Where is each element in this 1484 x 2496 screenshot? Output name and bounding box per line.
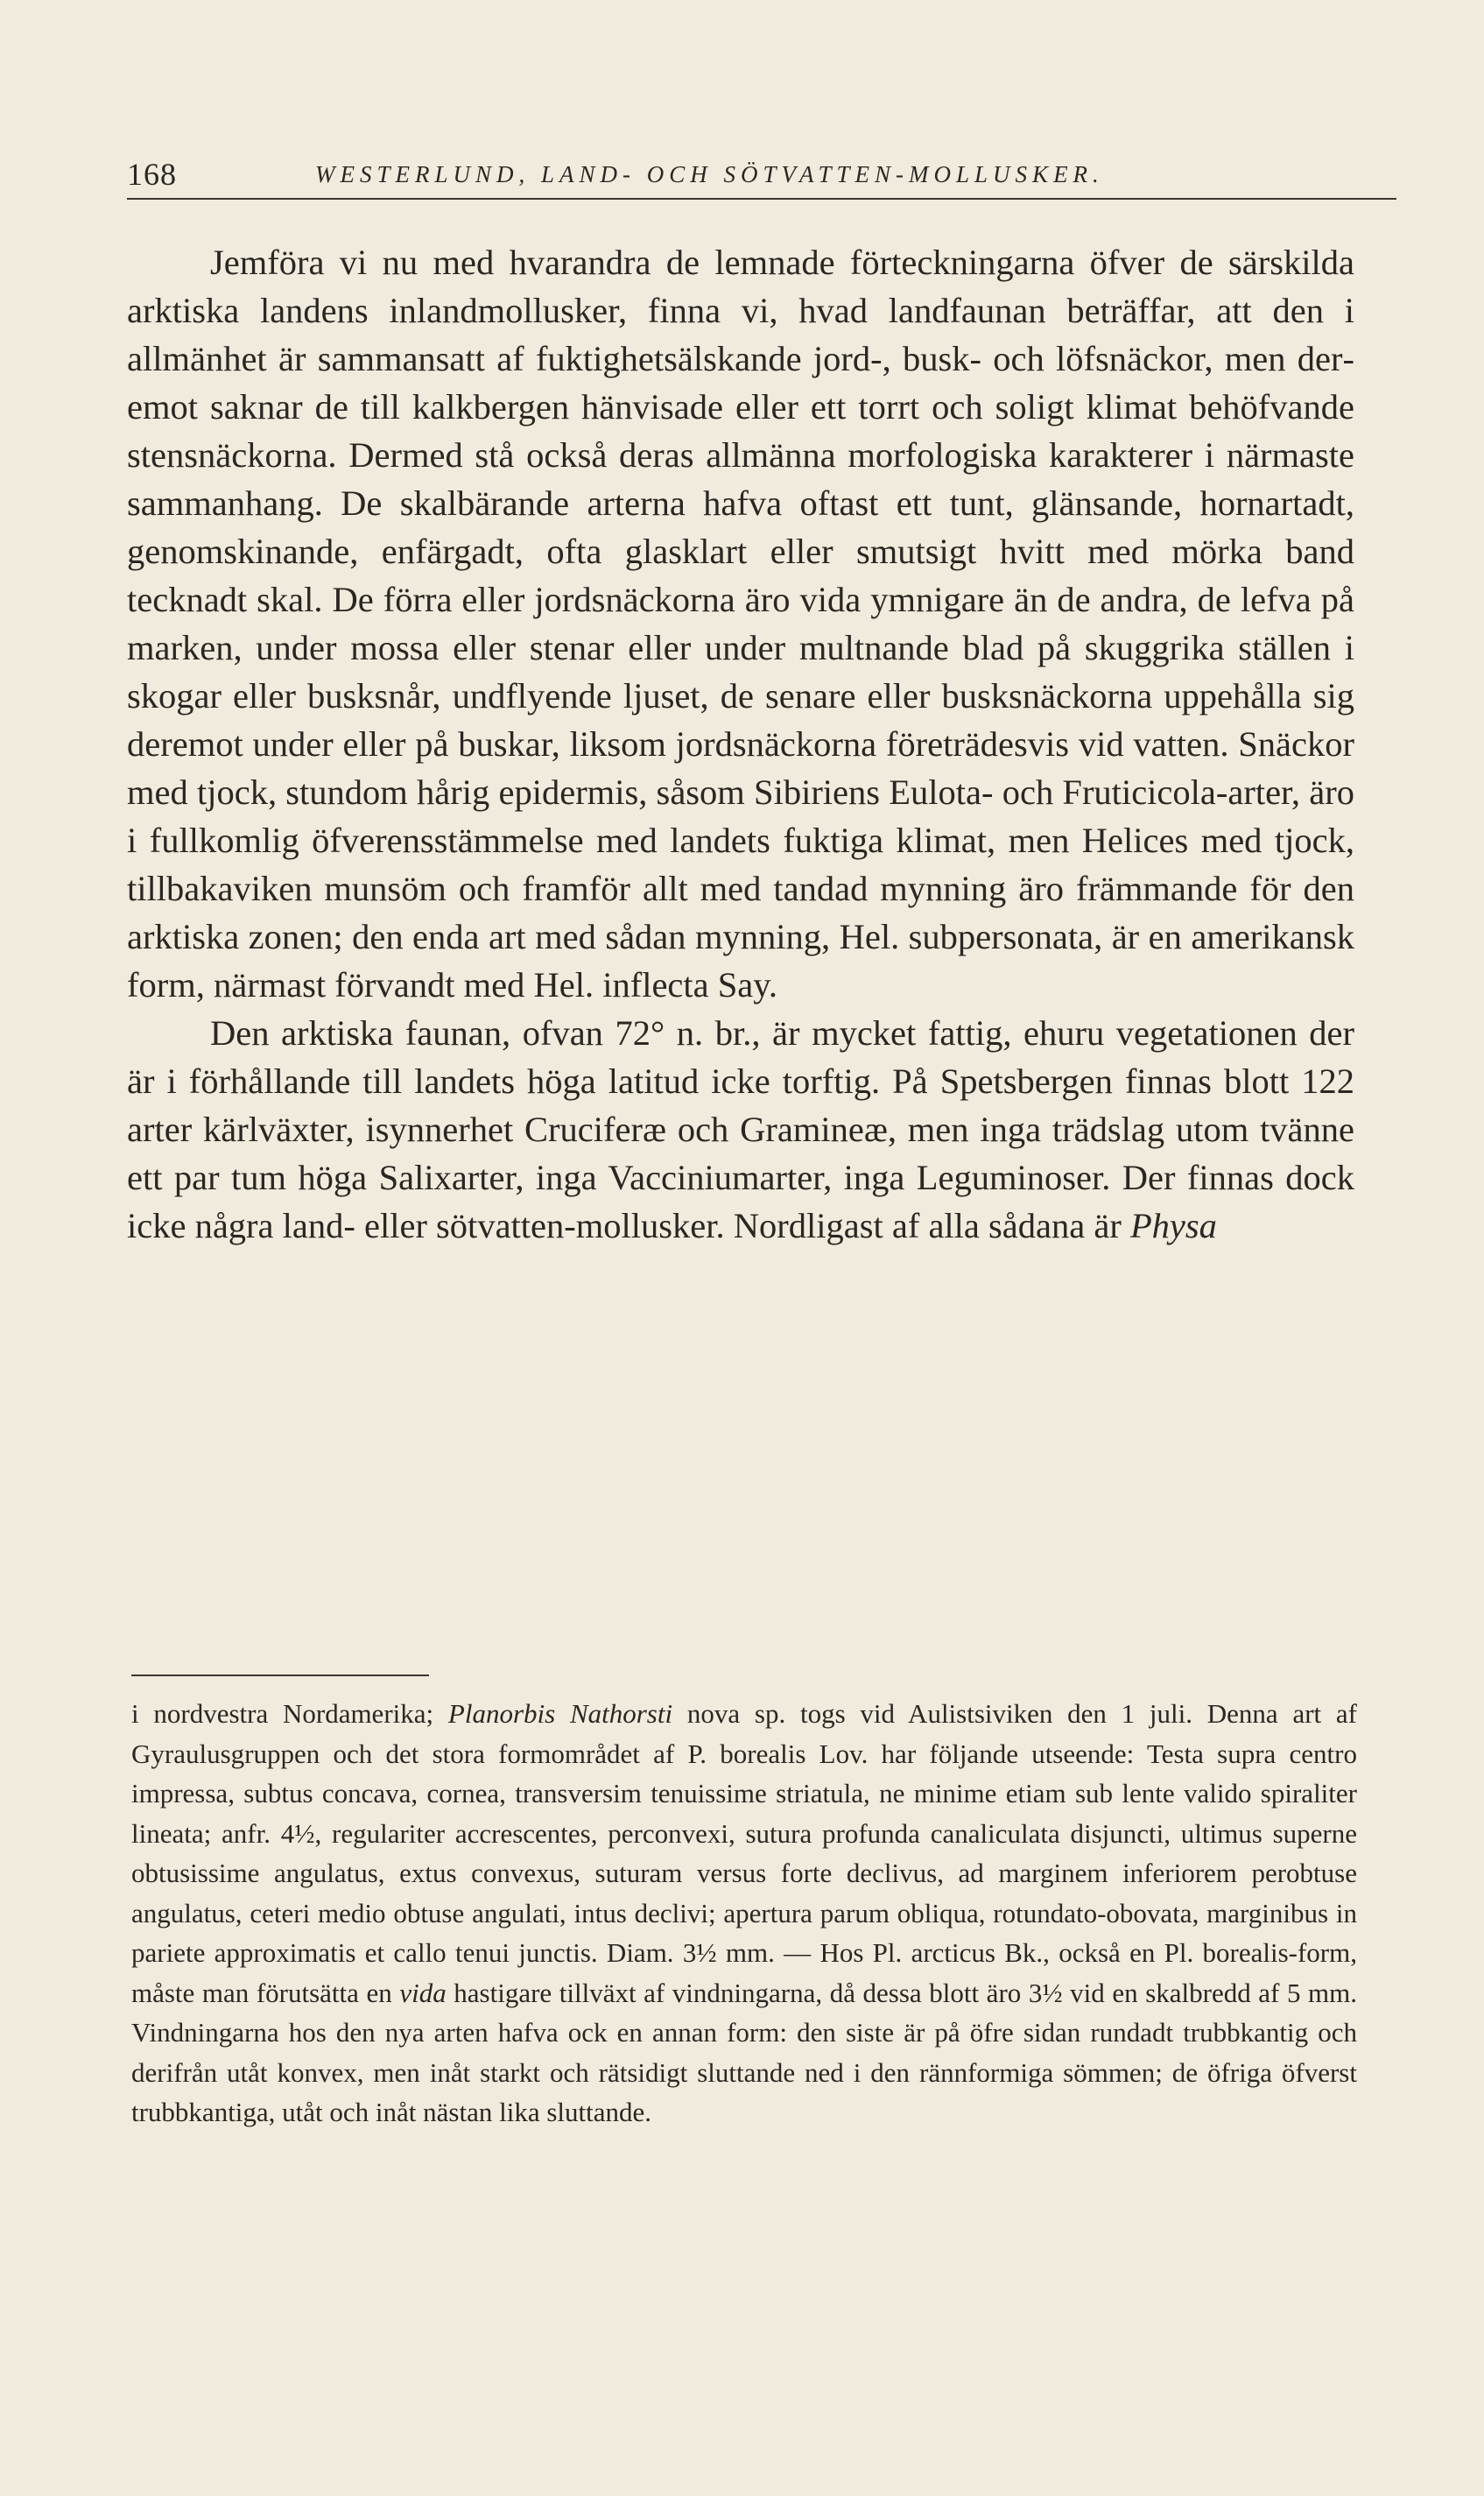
- paragraph-1: Jemföra vi nu med hvarandra de lemnade förteckningarna öfver de särskilda arktiska landens inlandmollusker, finna vi, hvad landfaunan beträffar, att den i allmänhet är sammansatt af fuktighetsälskande jord-, busk- och löfsnäckor, men deremot saknar de till kalkbergen hänvisade eller ett torrt och soligt klimat behöfvande stensnäckorna. Dermed stå också deras allmänna morfologiska karakterer i närmaste sammanhang. De skalbärande arterna hafva oftast ett tunt, glänsande, hornartadt, genomskinande, enfärgadt, ofta glasklart eller smutsigt hvitt med mörka band tecknadt skal. De förra eller jordsnäckorna äro vida ymnigare än de andra, de lefva på marken, under mossa eller stenar eller under multnande blad på skuggrika ställen i skogar eller busksnår, undflyende ljuset, de senare eller busksnäckorna uppehålla sig deremot under eller på buskar, liksom jordsnäckorna företrädesvis vid vatten. Snäckor med tjock, stundom hårig epidermis, såsom Sibiriens Eulota- och Fruticicola-arter, äro i fullkomlig öfverensstämmelse med landets fuktiga klimat, men Helices med tjock, tillbakaviken munsöm och framför allt med tandad mynning äro främmande för den arktiska zonen; den enda art med sådan mynning, Hel. subpersonata, är en amerikansk form, närmast förvandt med Hel. inflecta Say.: [127, 243, 1354, 1005]
- header-rule: [127, 198, 1396, 200]
- footnote-species-name: Planorbis Nathorsti: [447, 1698, 673, 1729]
- paragraph-2-text: Den arktiska faunan, ofvan 72° n. br., är mycket fattig, ehuru vegetationen der är i förhållande till landets höga latitud icke torftig. På Spetsbergen finnas blott 122 arter kärlväxter, isynnerhet Cruciferæ och Gramineæ, men inga trädslag utom tvänne ett par tum höga Salixarter, inga Vacciniumarter, inga Leguminoser. Der finnas dock icke några land- eller sötvatten-mollusker. Nordligast af alla sådana är: [127, 1013, 1354, 1245]
- main-text: [127, 238, 1354, 1250]
- footnote: [131, 1694, 1357, 2133]
- page-header: [127, 156, 1396, 200]
- footnote-text-2: nova sp. togs vid Aulistsiviken den 1 juli. Denna art af Gyraulusgruppen och det stora formområdet af P. borealis Lov. har följande utseende: Testa supra centro impressa, subtus concava, cornea, transversim tenuissime striatula, ne minime etiam sub lente valido spiraliter lineata; anfr. 4½, regulariter accrescentes, perconvexi, sutura profunda canaliculata disjuncti, ultimus superne obtusissime angulatus, extus convexus, suturam versus forte declivus, ad marginem inferiorem perobtuse angulatus, ceteri medio obtuse angulati, intus declivi; apertura parum obliqua, rotundato-obovata, marginibus in pariete approximatis et callo tenui junctis. Diam. 3½ mm. — Hos Pl. arcticus Bk., också en Pl. borealis-form, måste man förutsätta en: [131, 1698, 1357, 2008]
- footnote-rule: [131, 1675, 429, 1676]
- paragraph-2: [127, 1009, 1354, 1250]
- footnote-paragraph: [131, 1694, 1357, 2133]
- footnote-italic-word: vida: [399, 1977, 447, 2008]
- page-number: 168: [127, 157, 177, 192]
- paragraph-2-italic-term: Physa: [1129, 1206, 1217, 1245]
- footnote-text-3: hastigare tillväxt af vindningarna, då dessa blott äro 3½ vid en skalbredd af 5 mm. Vindningarna hos den nya arten hafva ock en annan form: den siste är på öfre sidan rundadt trubbkantig och derifrån utåt konvex, men inåt starkt och rätsidigt sluttande ned i den rännformiga sömmen; de öfriga öfverst trubbkantiga, utåt och inåt nästan lika sluttande.: [131, 1977, 1358, 2127]
- footnote-text-1: i nordvestra Nordamerika;: [131, 1698, 448, 1729]
- running-title: WESTERLUND, LAND- OCH SÖTVATTEN-MOLLUSKER.: [315, 161, 1104, 187]
